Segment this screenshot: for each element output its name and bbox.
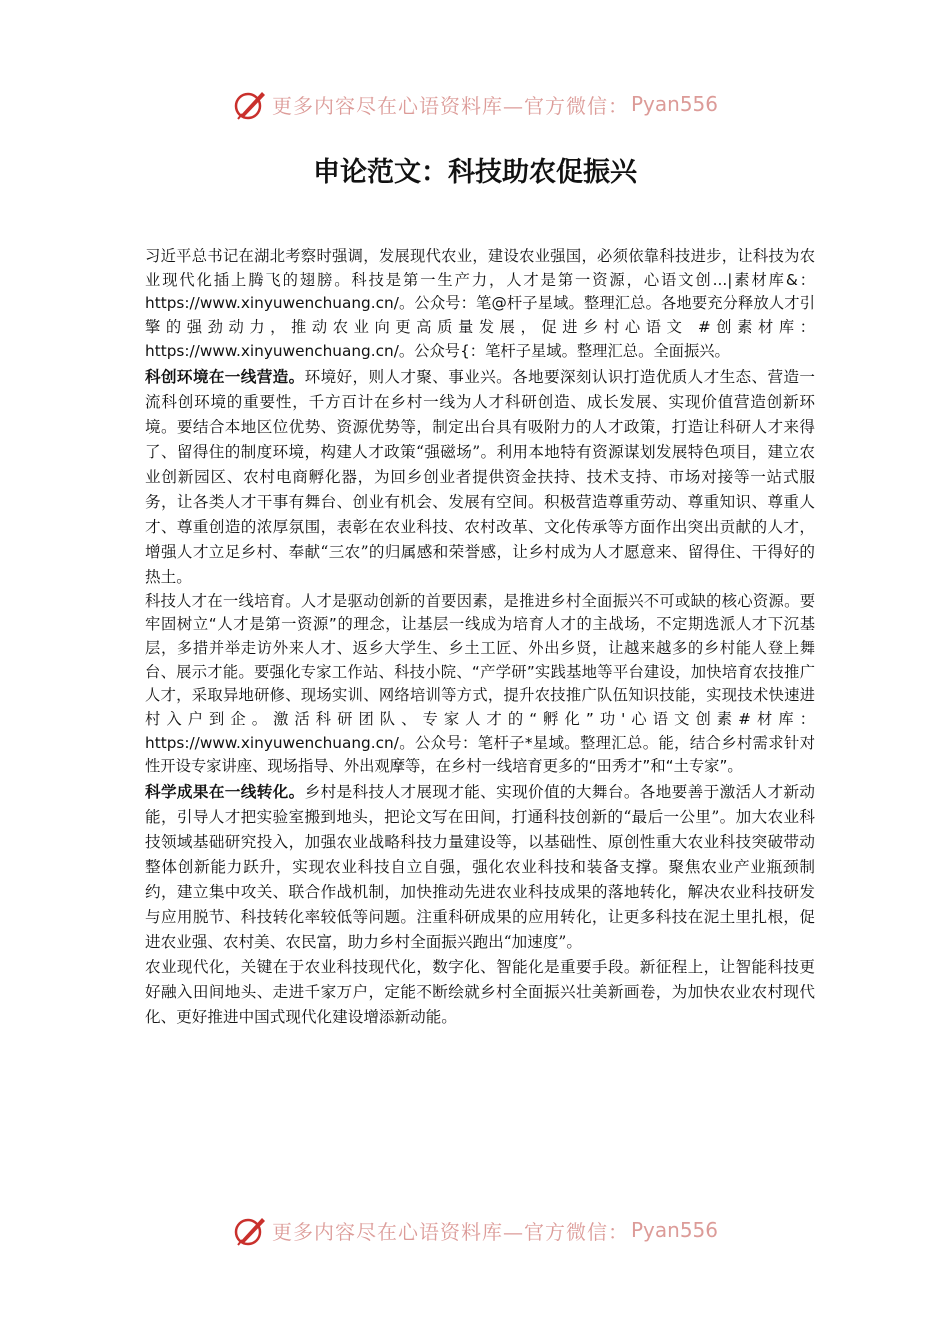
footer-banner xyxy=(0,1210,950,1250)
header-banner xyxy=(0,84,950,124)
paragraph-4-lead: 科学成果在一线转化。 xyxy=(145,782,305,802)
paragraph-2 xyxy=(145,364,815,590)
quill-pen-logo-icon xyxy=(232,1212,268,1248)
paragraph-2-lead: 科创环境在一线营造。 xyxy=(145,366,305,386)
quill-pen-logo-icon xyxy=(232,86,268,122)
paragraph-5 xyxy=(145,955,815,1030)
paragraph-3 xyxy=(145,590,815,780)
banner-wechat-id: Pyan556 xyxy=(630,92,718,116)
paragraph-1 xyxy=(145,245,815,364)
paragraph-1-text: 习近平总书记在湖北考察时强调，发展现代农业，建设农业强国，必须依靠科技进步，让科技为农业现代化插上腾飞的翅膀。科技是第一生产力，人才是第一资源，心语文创...|素材库&：https://www.xinyuwenchuang.cn/。公众号：笔@杆子星域。整理汇总。各地要充分释放人才引擎的强劲动力，推动农业向更高质量发展，促进乡村心语文 #创素材库：https://www.xinyuwenchuang.cn/。公众号{：笔杆子星域。整理汇总。全面振兴。 xyxy=(145,247,815,360)
document-body xyxy=(145,245,815,1030)
paragraph-3-text: 科技人才在一线培育。人才是驱动创新的首要因素，是推进乡村全面振兴不可或缺的核心资源。要牢固树立“人才是第一资源”的理念，让基层一线成为培育人才的主战场，不定期选派人才下沉基层，多措并举走访外来人才、返乡大学生、乡土工匠、外出乡贤，让越来越多的乡村能人登上舞台、展示才能。要强化专家工作站、科技小院、“产学研”实践基地等平台建设，加快培育农技推广人才，采取异地研修、现场实训、网络培训等方式，提升农技推广队伍知识技能，实现技术快速进村入户到企。激活科研团队、专家人才的“孵化”功'心语文创素#材库：https://www.xinyuwenchuang.cn/。公众号：笔杆子*星域。整理汇总。能，结合乡村需求针对性开设专家讲座、现场指导、外出观摩等，在乡村一线培育更多的“田秀才”和“土专家”。 xyxy=(145,591,815,776)
paragraph-5-text: 农业现代化，关键在于农业科技现代化，数字化、智能化是重要手段。新征程上，让智能科技更好融入田间地头、走进千家万户，定能不断绘就乡村全面振兴壮美新画卷，为加快农业农村现代化、更好推进中国式现代化建设增添新动能。 xyxy=(145,958,815,1027)
paragraph-4 xyxy=(145,779,815,955)
paragraph-2-text: 环境好，则人才聚、事业兴。各地要深刻认识打造优质人才生态、营造一流科创环境的重要性，千方百计在乡村一线为人才科研创造、成长发展、实现价值营造创新环境。要结合本地区位优势、资源优势等，制定出台具有吸附力的人才政策，打造让科研人才来得了、留得住的制度环境，构建人才政策“强磁场”。利用本地特有资源谋划发展特色项目，建立农业创新园区、农村电商孵化器，为回乡创业者提供资金扶持、技术支持、市场对接等一站式服务，让各类人才干事有舞台、创业有机会、发展有空间。积极营造尊重劳动、尊重知识、尊重人才、尊重创造的浓厚氛围，表彰在农业科技、农村改革、文化传承等方面作出突出贡献的人才，增强人才立足乡村、奉献“三农”的归属感和荣誉感，让乡村成为人才愿意来、留得住、干得好的热土。 xyxy=(145,367,815,586)
paragraph-4-text: 乡村是科技人才展现才能、实现价值的大舞台。各地要善于激活人才新动能，引导人才把实验室搬到地头，把论文写在田间，打通科技创新的“最后一公里”。加大农业科技领域基础研究投入，加强农业战略科技力量建设等，以基础性、原创性重大农业科技突破带动整体创新能力跃升，实现农业科技自立自强，强化农业科技和装备支撑。聚焦农业产业瓶颈制约，建立集中攻关、联合作战机制，加快推动先进农业科技成果的落地转化，解决农业科技研发与应用脱节、科技转化率较低等问题。注重科研成果的应用转化，让更多科技在泥土里扎根，促进农业强、农村美、农民富，助力乡村全面振兴跑出“加速度”。 xyxy=(145,783,815,952)
banner-wechat-id: Pyan556 xyxy=(630,1218,718,1242)
banner-text: 更多内容尽在心语资料库—官方微信： xyxy=(271,93,629,118)
document-title: 申论范文：科技助农促振兴 xyxy=(313,157,637,188)
banner-text: 更多内容尽在心语资料库—官方微信： xyxy=(271,1219,629,1244)
